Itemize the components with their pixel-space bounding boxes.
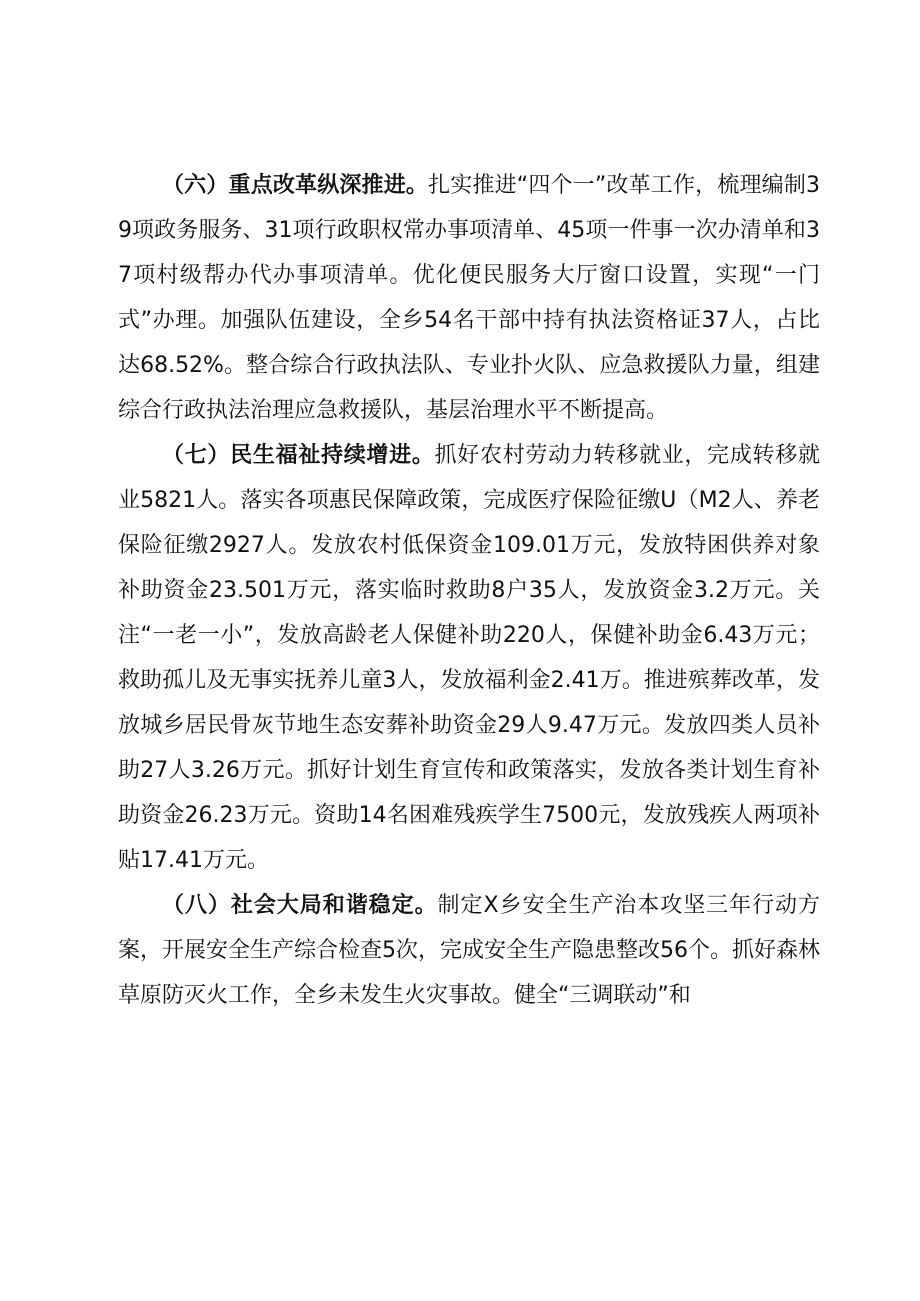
paragraph-heading: （八）社会大局和谐稳定。: [162, 893, 438, 918]
paragraph-heading: （七）民生福祉持续增进。: [162, 443, 435, 468]
document-body: [118, 163, 820, 1018]
paragraph-livelihood: [118, 433, 820, 883]
paragraph-heading: （六）重点改革纵深推进。: [162, 173, 429, 198]
paragraph-stability: [118, 883, 820, 1018]
paragraph-reform: [118, 163, 820, 433]
paragraph-text: 扎实推进“四个一”改革工作，梳理编制39项政务服务、31项行政职权常办事项清单、45项一件事一次办清单和37项村级帮办代办事项清单。优化便民服务大厅窗口设置，实现“一门式”办理。加强队伍建设，全乡54名干部中持有执法资格证37人，占比达68.52%。整合综合行政执法队、专业扑火队、应急救援队力量，组建综合行政执法治理应急救援队，基层治理水平不断提高。: [118, 173, 820, 423]
paragraph-text: 制定X乡安全生产治本攻坚三年行动方案，开展安全生产综合检查5次，完成安全生产隐患整改56个。抓好森林草原防灭火工作，全乡未发生火灾事故。健全“三调联动”和: [118, 893, 820, 1008]
paragraph-text: 抓好农村劳动力转移就业，完成转移就业5821人。落实各项惠民保障政策，完成医疗保险征缴U（M2人、养老保险征缴2927人。发放农村低保资金109.01万元，发放特困供养对象补助资金23.501万元，落实临时救助8户35人，发放资金3.2万元。关注“一老一小”，发放高龄老人保健补助220人，保健补助金6.43万元；救助孤儿及无事实抚养儿童3人，发放福利金2.41万。推进殡葬改革，发放城乡居民骨灰节地生态安葬补助资金29人9.47万元。发放四类人员补助27人3.26万元。抓好计划生育宣传和政策落实，发放各类计划生育补助资金26.23万元。资助14名困难残疾学生7500元，发放残疾人两项补贴17.41万元。: [118, 443, 820, 873]
